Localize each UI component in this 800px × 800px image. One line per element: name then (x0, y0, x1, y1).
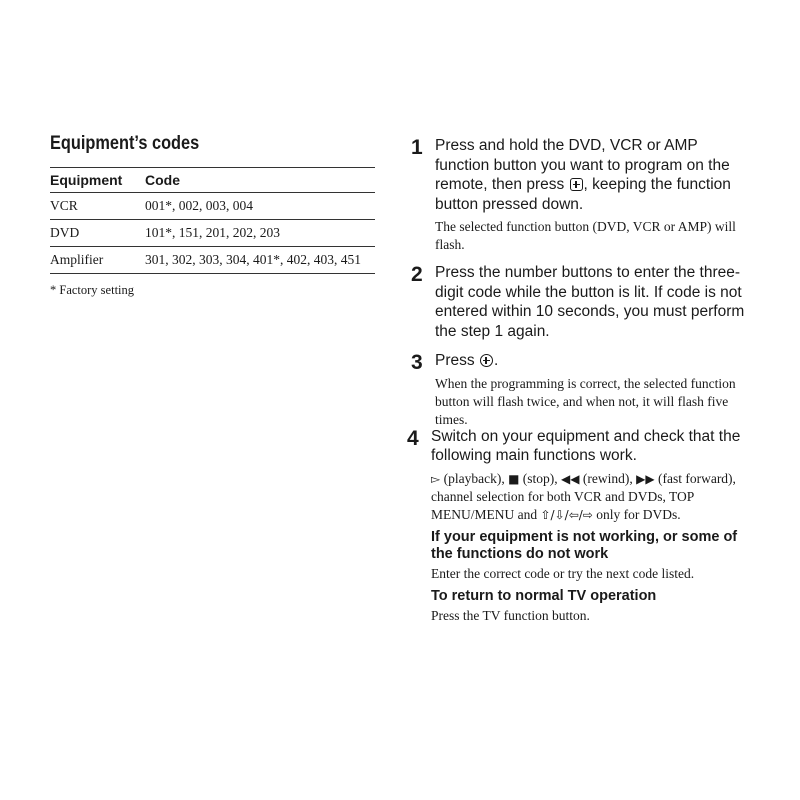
step-2 (405, 263, 745, 341)
step-detail: ▻ (playback), ■ (stop), ◀◀ (rewind), ▶▶ (fast forward), channel selection for both VCR and DVDs, TOP MENU/MENU and ⇧/⇩/⇦/⇨ only for DVDs. (431, 470, 736, 522)
header-equipment: Equipment (50, 168, 145, 193)
section-title: Equipment’s codes (50, 133, 200, 154)
return-tv-heading: To return to normal TV operation (431, 587, 657, 604)
equipment-cell: VCR (50, 193, 145, 220)
step-4 (401, 427, 741, 625)
step-number: 1 (411, 136, 423, 159)
equipment-cell: Amplifier (50, 247, 145, 274)
step-1 (405, 136, 745, 254)
equipment-cell: DVD (50, 220, 145, 247)
rewind-icon: ◀◀ (561, 471, 580, 486)
step-detail: When the programming is correct, the selected function button will flash twice, and when not, it will flash five times. (435, 375, 736, 427)
table-row (50, 220, 375, 247)
return-tv-text: Press the TV function button. (431, 607, 590, 623)
troubleshoot-text: Enter the correct code or try the next code listed. (431, 565, 695, 581)
table-row (50, 193, 375, 220)
step-number: 3 (411, 351, 423, 374)
enter-button-icon (570, 178, 583, 191)
step-detail: The selected function button (DVD, VCR or AMP) will flash. (435, 219, 736, 252)
step-instruction: Switch on your equipment and check that the following main functions work. (431, 427, 741, 464)
table-row (50, 247, 375, 274)
step-number: 2 (411, 263, 423, 286)
stop-icon: ■ (508, 471, 520, 486)
play-icon: ▻ (431, 471, 441, 486)
code-cell: 001*, 002, 003, 004 (145, 193, 375, 220)
enter-button-icon (480, 354, 493, 367)
troubleshoot-heading: If your equipment is not working, or some of the functions do not work (431, 528, 738, 562)
codes-section (50, 132, 376, 298)
step-instruction: Press and hold the DVD, VCR or AMP function button you want to program on the remote, then press , keeping the function button pressed down. (435, 137, 731, 213)
table-header-row (50, 168, 375, 193)
step-3 (405, 351, 745, 427)
code-cell: 101*, 151, 201, 202, 203 (145, 220, 375, 247)
step-instruction: Press . (435, 352, 499, 369)
code-cell: 301, 302, 303, 304, 401*, 402, 403, 451 (145, 247, 375, 274)
step-instruction: Press the number buttons to enter the three-digit code while the button is lit. If code is not entered within 10 seconds, you must perform the step 1 again. (435, 264, 745, 340)
step-number: 4 (407, 426, 419, 450)
fast-forward-icon: ▶▶ (636, 471, 655, 486)
step-detail-clip (435, 375, 745, 427)
arrow-keys-icon: ⇧/⇩/⇦/⇨ (540, 507, 593, 522)
codes-table (50, 167, 375, 274)
instructions-section (405, 132, 745, 625)
footnote: * Factory setting (50, 283, 135, 297)
header-code: Code (145, 168, 375, 193)
